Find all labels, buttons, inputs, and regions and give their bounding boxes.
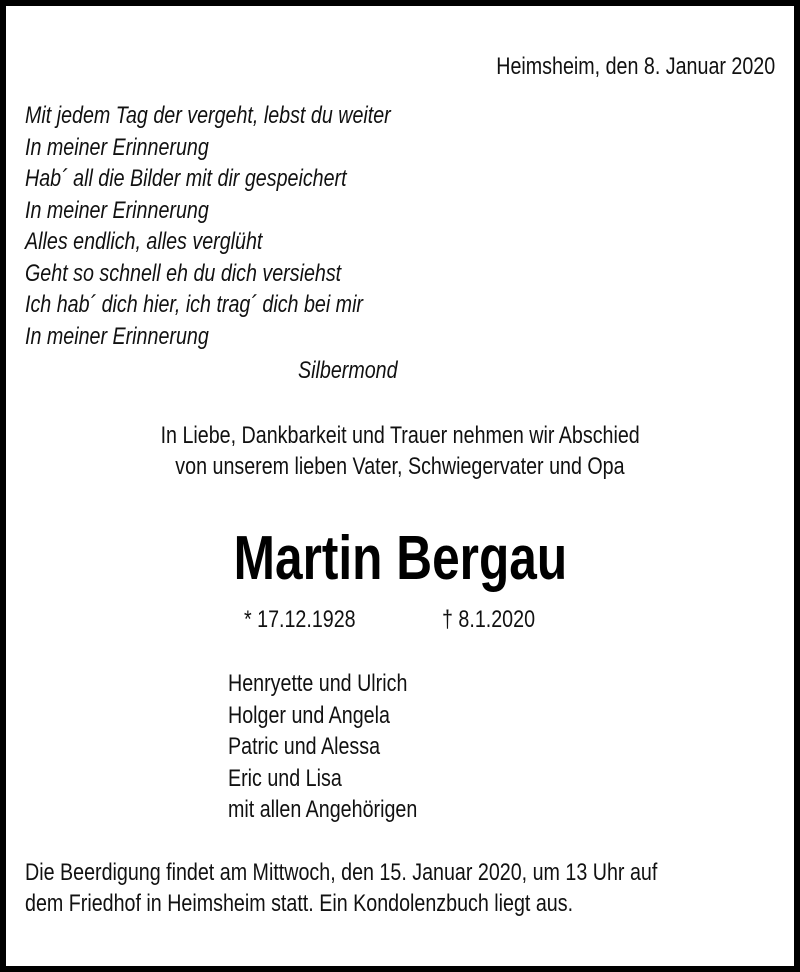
mourner-item: Eric und Lisa bbox=[228, 765, 342, 792]
farewell-line-2-wrap bbox=[0, 455, 800, 479]
poem-line: Alles endlich, alles verglüht bbox=[25, 228, 263, 255]
poem-line: Geht so schnell eh du dich versiehst bbox=[25, 260, 342, 287]
poem-line: In meiner Erinnerung bbox=[25, 197, 209, 224]
mourner-item: Holger und Angela bbox=[228, 702, 390, 729]
mourner-item: mit allen Angehörigen bbox=[228, 796, 418, 823]
poem-line: Ich hab´ dich hier, ich trag´ dich bei mir bbox=[25, 291, 363, 318]
poem-line: Mit jedem Tag der vergeht, lebst du weiter bbox=[25, 102, 391, 129]
funeral-info-line-1: Die Beerdigung findet am Mittwoch, den 15. Januar 2020, um 13 Uhr auf bbox=[25, 859, 658, 886]
funeral-info-line-2: dem Friedhof in Heimsheim statt. Ein Kondolenzbuch liegt aus. bbox=[25, 890, 574, 917]
farewell-line-2: von unserem lieben Vater, Schwiegervater und Opa bbox=[175, 453, 625, 480]
poem-author: Silbermond bbox=[298, 357, 398, 384]
farewell-line-1-wrap bbox=[0, 424, 800, 448]
poem-line: In meiner Erinnerung bbox=[25, 323, 209, 350]
poem-line: In meiner Erinnerung bbox=[25, 134, 209, 161]
deceased-name-wrap bbox=[0, 524, 800, 593]
deceased-name: Martin Bergau bbox=[233, 524, 567, 593]
farewell-line-1: In Liebe, Dankbarkeit und Trauer nehmen wir Abschied bbox=[160, 422, 640, 449]
birth-date: * 17.12.1928 bbox=[244, 606, 356, 633]
mourner-item: Patric und Alessa bbox=[228, 733, 381, 760]
death-date: † 8.1.2020 bbox=[442, 606, 536, 633]
mourner-item: Henryette und Ulrich bbox=[228, 670, 408, 697]
place-date: Heimsheim, den 8. Januar 2020 bbox=[496, 53, 775, 80]
poem-line: Hab´ all die Bilder mit dir gespeichert bbox=[25, 165, 347, 192]
